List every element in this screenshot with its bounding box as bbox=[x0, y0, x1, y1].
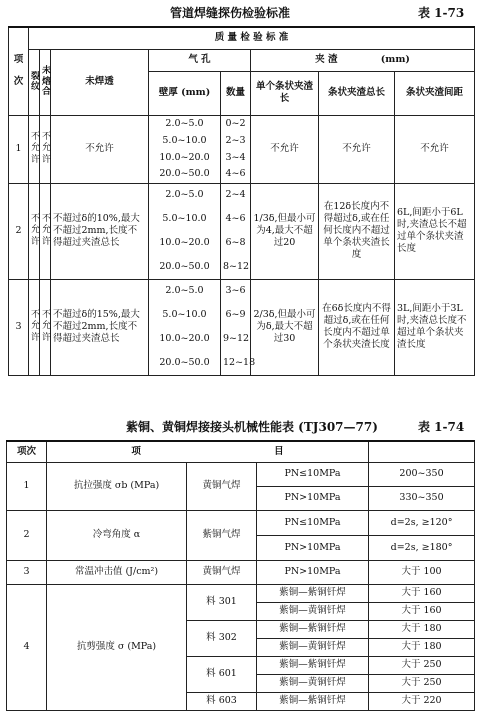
header-slag bbox=[251, 49, 475, 71]
t74-r4-joint-3: 紫铜—紫铜钎焊 bbox=[257, 620, 369, 638]
t74-r4-mat-1: 料 301 bbox=[187, 584, 257, 620]
row3-incomplete: 不超过δ的15%,最大不超过2mm,长度不得超过夹渣总长 bbox=[51, 279, 149, 375]
row3-single: 2/3δ,但最小可为δ,最大不超过30 bbox=[251, 279, 319, 375]
row1-crack: 不允许 bbox=[29, 115, 40, 183]
header-slag-label: 夹 渣 bbox=[315, 54, 338, 66]
t74-r4-mat-3: 料 601 bbox=[187, 656, 257, 692]
row1-single: 不允许 bbox=[251, 115, 319, 183]
t74-header-value bbox=[369, 441, 475, 462]
t74-r2-no: 2 bbox=[7, 510, 47, 560]
row1-fuse: 不允许 bbox=[40, 115, 51, 183]
row3-wall-4: 20.0~50.0 bbox=[149, 351, 221, 375]
table-74 bbox=[6, 440, 475, 711]
row1-incomplete: 不允许 bbox=[51, 115, 149, 183]
t74-r4-mat-2: 料 302 bbox=[187, 620, 257, 656]
row2-incomplete: 不超过δ的10%,最大不超过2mm,长度不得超过夹渣总长 bbox=[51, 183, 149, 279]
t74-r2-val1: d=2s, ≥120° bbox=[369, 510, 475, 535]
table-73-title: 管道焊缝探伤检验标准 bbox=[170, 6, 291, 20]
row3-count-1: 3~6 bbox=[221, 279, 251, 303]
table-73-number: 表 1-73 bbox=[418, 6, 465, 20]
header-total: 条状夹渣总长 bbox=[319, 71, 395, 115]
header-slag-unit: (mm) bbox=[380, 54, 410, 66]
row3-fuse: 不允许 bbox=[40, 279, 51, 375]
row2-wall-1: 2.0~5.0 bbox=[149, 183, 221, 207]
row3-gap: 3L,间距小于3L时,夹渣总长度不超过单个条状夹渣长度 bbox=[395, 279, 475, 375]
t74-header-no: 项次 bbox=[7, 441, 47, 462]
t74-r4-val-5: 大于 250 bbox=[369, 656, 475, 674]
t74-header-item bbox=[47, 441, 369, 462]
t74-r4-item: 抗剪强度 σ (MPa) bbox=[47, 584, 187, 710]
t74-r2-item: 冷弯角度 α bbox=[47, 510, 187, 560]
t74-r2-cond1: PN≤10MPa bbox=[257, 510, 369, 535]
t74-r4-val-7: 大于 220 bbox=[369, 692, 475, 710]
t74-r2-method: 紫铜气焊 bbox=[187, 510, 257, 560]
row1-count-4: 4~6 bbox=[221, 166, 251, 183]
row1-wall-1: 2.0~5.0 bbox=[149, 115, 221, 132]
t74-r4-joint-5: 紫铜—紫铜钎焊 bbox=[257, 656, 369, 674]
t74-r4-val-3: 大于 180 bbox=[369, 620, 475, 638]
t74-r4-joint-1: 紫铜—紫铜钎焊 bbox=[257, 584, 369, 602]
row1-count-2: 2~3 bbox=[221, 132, 251, 149]
row3-total: 在6δ长度内不得超过δ,或在任何长度内不超过单个条状夹渣长度 bbox=[319, 279, 395, 375]
row2-no: 2 bbox=[9, 183, 29, 279]
t74-r1-item: 抗拉强度 σb (MPa) bbox=[47, 462, 187, 510]
row2-gap: 6L,间距小于6L时,夹渣总长不超过单个条状夹渣长度 bbox=[395, 183, 475, 279]
t74-r1-val1: 200~350 bbox=[369, 462, 475, 486]
header-pore: 气 孔 bbox=[149, 49, 251, 71]
t74-r4-val-4: 大于 180 bbox=[369, 638, 475, 656]
row2-wall-4: 20.0~50.0 bbox=[149, 255, 221, 279]
row1-wall-2: 5.0~10.0 bbox=[149, 132, 221, 149]
row1-count-1: 0~2 bbox=[221, 115, 251, 132]
header-single: 单个条状夹渣长 bbox=[251, 71, 319, 115]
header-crack: 裂 纹 bbox=[29, 49, 40, 115]
row3-no: 3 bbox=[9, 279, 29, 375]
row2-wall-3: 10.0~20.0 bbox=[149, 231, 221, 255]
row3-wall-3: 10.0~20.0 bbox=[149, 327, 221, 351]
row3-count-3: 9~12 bbox=[221, 327, 251, 351]
row2-fuse: 不允许 bbox=[40, 183, 51, 279]
row2-count-3: 6~8 bbox=[221, 231, 251, 255]
row2-count-4: 8~12 bbox=[221, 255, 251, 279]
header-wall: 壁厚 (mm) bbox=[149, 71, 221, 115]
row1-wall-3: 10.0~20.0 bbox=[149, 149, 221, 166]
t74-r4-joint-2: 紫铜—黄铜钎焊 bbox=[257, 602, 369, 620]
row2-crack: 不允许 bbox=[29, 183, 40, 279]
t74-r3-method: 黄铜气焊 bbox=[187, 560, 257, 584]
t74-r4-no: 4 bbox=[7, 584, 47, 710]
t74-r2-cond2: PN>10MPa bbox=[257, 535, 369, 560]
row2-total: 在12δ长度内不得超过δ,或在任何长度内不超过单个条状夹渣长度 bbox=[319, 183, 395, 279]
t74-r1-cond1: PN≤10MPa bbox=[257, 462, 369, 486]
table-74-number: 表 1-74 bbox=[418, 420, 465, 434]
t74-header-item-label: 项 bbox=[131, 445, 141, 457]
row2-wall-2: 5.0~10.0 bbox=[149, 207, 221, 231]
t74-r2-val2: d=2s, ≥180° bbox=[369, 535, 475, 560]
row3-count-2: 6~9 bbox=[221, 303, 251, 327]
row3-count-4: 12~18 bbox=[221, 351, 251, 375]
header-quality-standard: 质 量 检 验 标 准 bbox=[29, 27, 475, 49]
header-gap: 条状夹渣间距 bbox=[395, 71, 475, 115]
t74-r3-item: 常温冲击值 (J/cm²) bbox=[47, 560, 187, 584]
row2-count-1: 2~4 bbox=[221, 183, 251, 207]
row1-wall-4: 20.0~50.0 bbox=[149, 166, 221, 183]
table-74-title: 紫铜、黄铜焊接接头机械性能表 (TJ307—77) bbox=[126, 420, 378, 434]
row1-gap: 不允许 bbox=[395, 115, 475, 183]
t74-header-target-label: 目 bbox=[274, 445, 284, 457]
row1-total: 不允许 bbox=[319, 115, 395, 183]
row1-no: 1 bbox=[9, 115, 29, 183]
row1-count-3: 3~4 bbox=[221, 149, 251, 166]
row3-crack: 不允许 bbox=[29, 279, 40, 375]
t74-r4-mat-4: 料 603 bbox=[187, 692, 257, 710]
t74-r4-joint-4: 紫铜—黄铜钎焊 bbox=[257, 638, 369, 656]
t74-r1-method: 黄铜气焊 bbox=[187, 462, 257, 510]
t74-r4-joint-7: 紫铜—紫铜钎焊 bbox=[257, 692, 369, 710]
row2-count-2: 4~6 bbox=[221, 207, 251, 231]
header-count: 数量 bbox=[221, 71, 251, 115]
t74-r4-val-6: 大于 250 bbox=[369, 674, 475, 692]
row3-wall-2: 5.0~10.0 bbox=[149, 303, 221, 327]
table-73 bbox=[8, 26, 475, 376]
t74-r4-val-1: 大于 160 bbox=[369, 584, 475, 602]
t74-r3-no: 3 bbox=[7, 560, 47, 584]
t74-r4-joint-6: 紫铜—黄铜钎焊 bbox=[257, 674, 369, 692]
t74-r4-val-2: 大于 160 bbox=[369, 602, 475, 620]
row3-wall-1: 2.0~5.0 bbox=[149, 279, 221, 303]
row2-single: 1/3δ,但最小可为4,最大不超过20 bbox=[251, 183, 319, 279]
t74-r1-no: 1 bbox=[7, 462, 47, 510]
header-not-fused: 未 熔 合 bbox=[40, 49, 51, 115]
header-item-no: 项 次 bbox=[9, 27, 29, 115]
t74-r3-val1: 大于 100 bbox=[369, 560, 475, 584]
t74-r1-val2: 330~350 bbox=[369, 486, 475, 510]
header-incomplete: 未焊透 bbox=[51, 49, 149, 115]
t74-r1-cond2: PN>10MPa bbox=[257, 486, 369, 510]
t74-r3-cond1: PN>10MPa bbox=[257, 560, 369, 584]
